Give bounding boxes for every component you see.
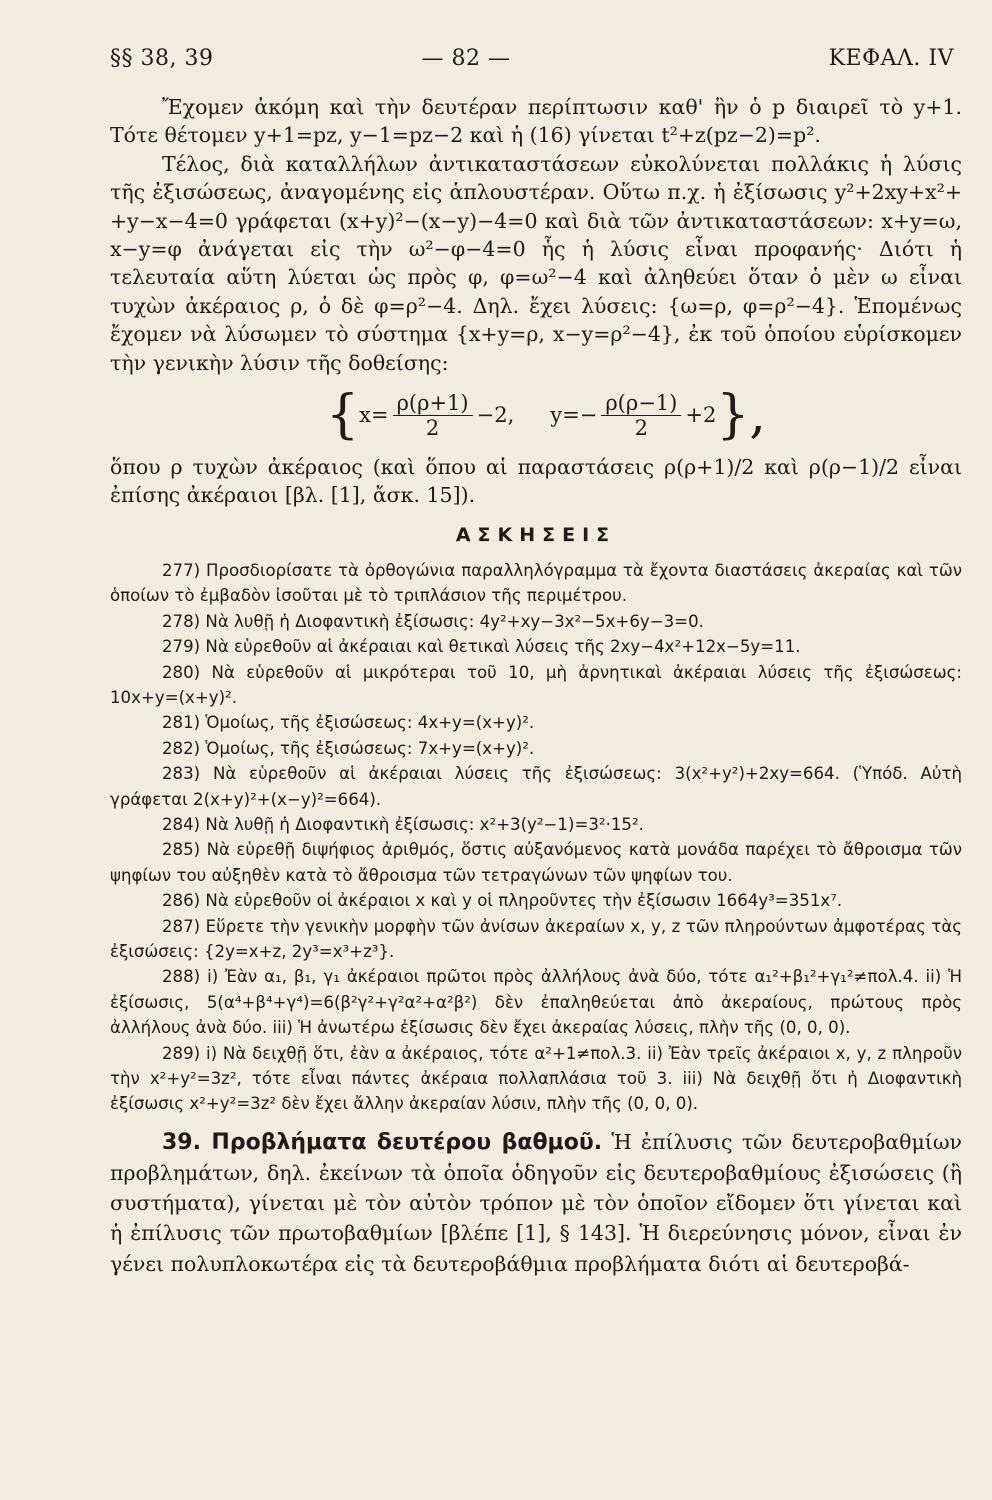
section-39 — [110, 1127, 962, 1279]
exercise-286: 286) Νὰ εὑρεθοῦν οἱ ἀκέραιοι x καὶ y οἱ πληροῦντες τὴν ἐξίσωσιν 1664y³=351x⁷. — [162, 891, 843, 911]
exercise-280: 280) Νὰ εὑρεθοῦν αἱ μικρότεραι τοῦ 10, μὴ ἀρνητικαὶ ἀκέραιαι λύσεις τῆς ἐξισώσεως: 10x+y=(x+y)². — [110, 662, 962, 707]
running-header — [110, 46, 962, 71]
x-denominator: 2 — [425, 415, 440, 440]
x-fraction — [393, 391, 473, 440]
open-brace: { — [326, 385, 360, 446]
exercise-283: 283) Νὰ εὑρεθοῦν αἱ ἀκέραιαι λύσεις τῆς ἐξισώσεως: 3(x²+y²)+2xy=664. (Ὑπόδ. Αὐτὴ γράφεται 2(x+y)²+(x−y)²=664). — [110, 764, 962, 809]
paragraph-second-case: Ἔχομεν ἀκόμη καὶ τὴν δευτέραν περίπτωσιν καθ' ἣν ὁ p διαιρεῖ τὸ y+1. Τότε θέτομεν y+1=pz, y−1=pz−2 καὶ ἡ (16) γίνεται t²+z(pz−2)=p². — [110, 95, 962, 148]
y-denominator: 2 — [634, 415, 649, 440]
section-39-title: 39. Προβλήματα δευτέρου βαθμοῦ. — [162, 1129, 603, 1155]
exercise-277: 277) Προσδιορίσατε τὰ ὀρθογώνια παραλληλόγραμμα τὰ ἔχοντα διαστάσεις ἀκεραίας καὶ τῶν ὁποίων τὸ ἐμβαδὸν ἰσοῦται μὲ τὸ τριπλάσιον τῆς περιμέτρου. — [110, 560, 962, 606]
section-39-paragraph — [110, 1127, 962, 1279]
exercise-279: 279) Νὰ εὑρεθοῦν αἱ ἀκέραιαι καὶ θετικαὶ λύσεις τῆς 2xy−4x²+12x−5y=11. — [162, 637, 801, 657]
y-numerator: ρ(ρ−1) — [601, 391, 681, 416]
y-lhs: y=− — [550, 403, 598, 428]
chapter-reference: ΚΕΦΑΛ. IV — [828, 46, 954, 71]
exercise-list — [110, 558, 962, 1117]
section-reference: §§ 38, 39 — [110, 46, 214, 71]
exercise-278: 278) Νὰ λυθῇ ἡ Διοφαντικὴ ἐξίσωσις: 4y²+xy−3x²−5x+6y−3=0. — [162, 611, 704, 631]
section-39-text: Ἡ ἐπίλυσις τῶν δευτεροβαθμίων προβλημάτων, δηλ. ἐκείνων τὰ ὁποῖα ὁδηγοῦν εἰς δευτεροβαθμίους ἐξισώσεις (ἢ συστήματα), γίνεται μὲ τὸν αὐτὸν τρόπον μὲ τὸν ὁποῖον εἴδομεν ὅτι γίνεται καὶ ἡ ἐπίλυσις τῶν πρωτοβαθμίων [βλέπε [1], § 143]. Ἡ διερεύνησις μόνον, εἶναι ἐν γένει πολυπλοκωτέρα εἰς τὰ δευτεροβάθμια προβλήματα διότι αἱ δευτεροβά- — [110, 1129, 963, 1276]
exercise-281: 281) Ὁμοίως, τῆς ἐξισώσεως: 4x+y=(x+y)². — [162, 713, 535, 733]
exercise-288: 288) i) Ἐὰν α₁, β₁, γ₁ ἀκέραιοι πρῶτοι πρὸς ἀλλήλους ἀνὰ δύο, τότε α₁²+β₁²+γ₁²≠πολ.4. ii) Ἡ ἐξίσωσις, 5(α⁴+β⁴+γ⁴)=6(β²γ²+γ²α²+α²β²) δὲν ἐπαληθεύεται ἀπὸ ἀκεραίους, πρώτους πρὸς ἀλλήλους ἀνὰ δύο. iii) Ἡ ἀνωτέρω ἐξίσωσις δὲν ἔχει ἀκεραίας λύσεις, πλὴν τῆς (0, 0, 0). — [110, 967, 962, 1038]
y-rest: +2 — [685, 403, 717, 428]
exercise-284: 284) Νὰ λυθῇ ἡ Διοφαντικὴ ἐξίσωσις: x²+3(y²−1)=3²·15². — [162, 814, 644, 834]
exercise-282: 282) Ὁμοίως, τῆς ἐξισώσεως: 7x+y=(x+y)². — [162, 738, 535, 758]
exercise-285: 285) Νὰ εὑρεθῇ διψήφιος ἀριθμός, ὅστις αὐξανόμενος κατὰ μονάδα παρέχει τὸ ἄθροισμα τῶν ψηφίων του αὐξηθὲν κατὰ τὸ ἄθροισμα τῶν τετραγώνων τῶν ψηφίων του. — [110, 840, 962, 885]
general-solution-formula — [130, 383, 962, 447]
exercise-287: 287) Εὕρετε τὴν γενικὴν μορφὴν τῶν ἀνίσων ἀκεραίων x, y, z τῶν πληρούντων ἀμφοτέρας τὰς ἐξισώσεις: {2y=x+z, 2y³=x³+z³}. — [110, 916, 962, 961]
paragraph-substitutions: Τέλος, διὰ καταλλήλων ἀντικαταστάσεων εὐκολύνεται πολλάκις ἡ λύσις τῆς ἐξισώσεως, ἀναγομένης εἰς ἁπλουστέραν. Οὕτω π.χ. ἡ ἐξίσωσις y²+2xy+x²+ +y−x−4=0 γράφεται (x+y)²−(x−y)−4=0 καὶ διὰ τῶν ἀντικαταστάσεων: x+y=ω, x−y=φ ἀνάγεται εἰς τὴν ω²−φ−4=0 ἧς ἡ λύσις εἶναι προφανής· Διότι ἡ τελευταία αὕτη λύεται ὡς πρὸς φ, φ=ω²−4 καὶ ἀληθεύει ὅταν ὁ μὲν ω εἶναι τυχὼν ἀκέραιος ρ, ὁ δὲ φ=ρ²−4. Δηλ. ἔχει λύσεις: {ω=ρ, φ=ρ²−4}. Ἑπομένως ἔχομεν νὰ λύσωμεν τὸ σύστημα {x+y=ρ, x−y=ρ²−4}, ἐκ τοῦ ὁποίου εὑρίσκομεν τὴν γενικὴν λύσιν τῆς δοθείσης: — [110, 151, 962, 375]
paragraph-where-rho: ὅπου ρ τυχὼν ἀκέραιος (καὶ ὅπου αἱ παραστάσεις ρ(ρ+1)/2 καὶ ρ(ρ−1)/2 εἶναι ἐπίσης ἀκέραιοι [βλ. [1], ἄσκ. 15]). — [110, 455, 962, 508]
x-rest: −2, — [476, 403, 515, 428]
x-numerator: ρ(ρ+1) — [393, 391, 473, 416]
exercise-289: 289) i) Νὰ δειχθῇ ὅτι, ἐὰν α ἀκέραιος, τότε α²+1≠πολ.3. ii) Ἐὰν τρεῖς ἀκέραιοι x, y, z πληροῦν τὴν x²+y²=3z², τότε εἶναι πάντες ἀκέραια πολλαπλάσια τοῦ 3. iii) Νὰ δειχθῇ ὅτι ἡ Διοφαντικὴ ἐξίσωσις x²+y²=3z² δὲν ἔχει ἄλλην ἀκεραίαν λύσιν, πλὴν τῆς (0, 0, 0). — [110, 1043, 962, 1114]
exercises-heading: ΑΣΚΗΣΕΙΣ — [455, 523, 617, 546]
x-lhs: x= — [359, 403, 389, 428]
close-brace: }, — [716, 385, 766, 446]
page-number: — 82 — — [421, 46, 511, 71]
y-fraction — [601, 391, 681, 440]
